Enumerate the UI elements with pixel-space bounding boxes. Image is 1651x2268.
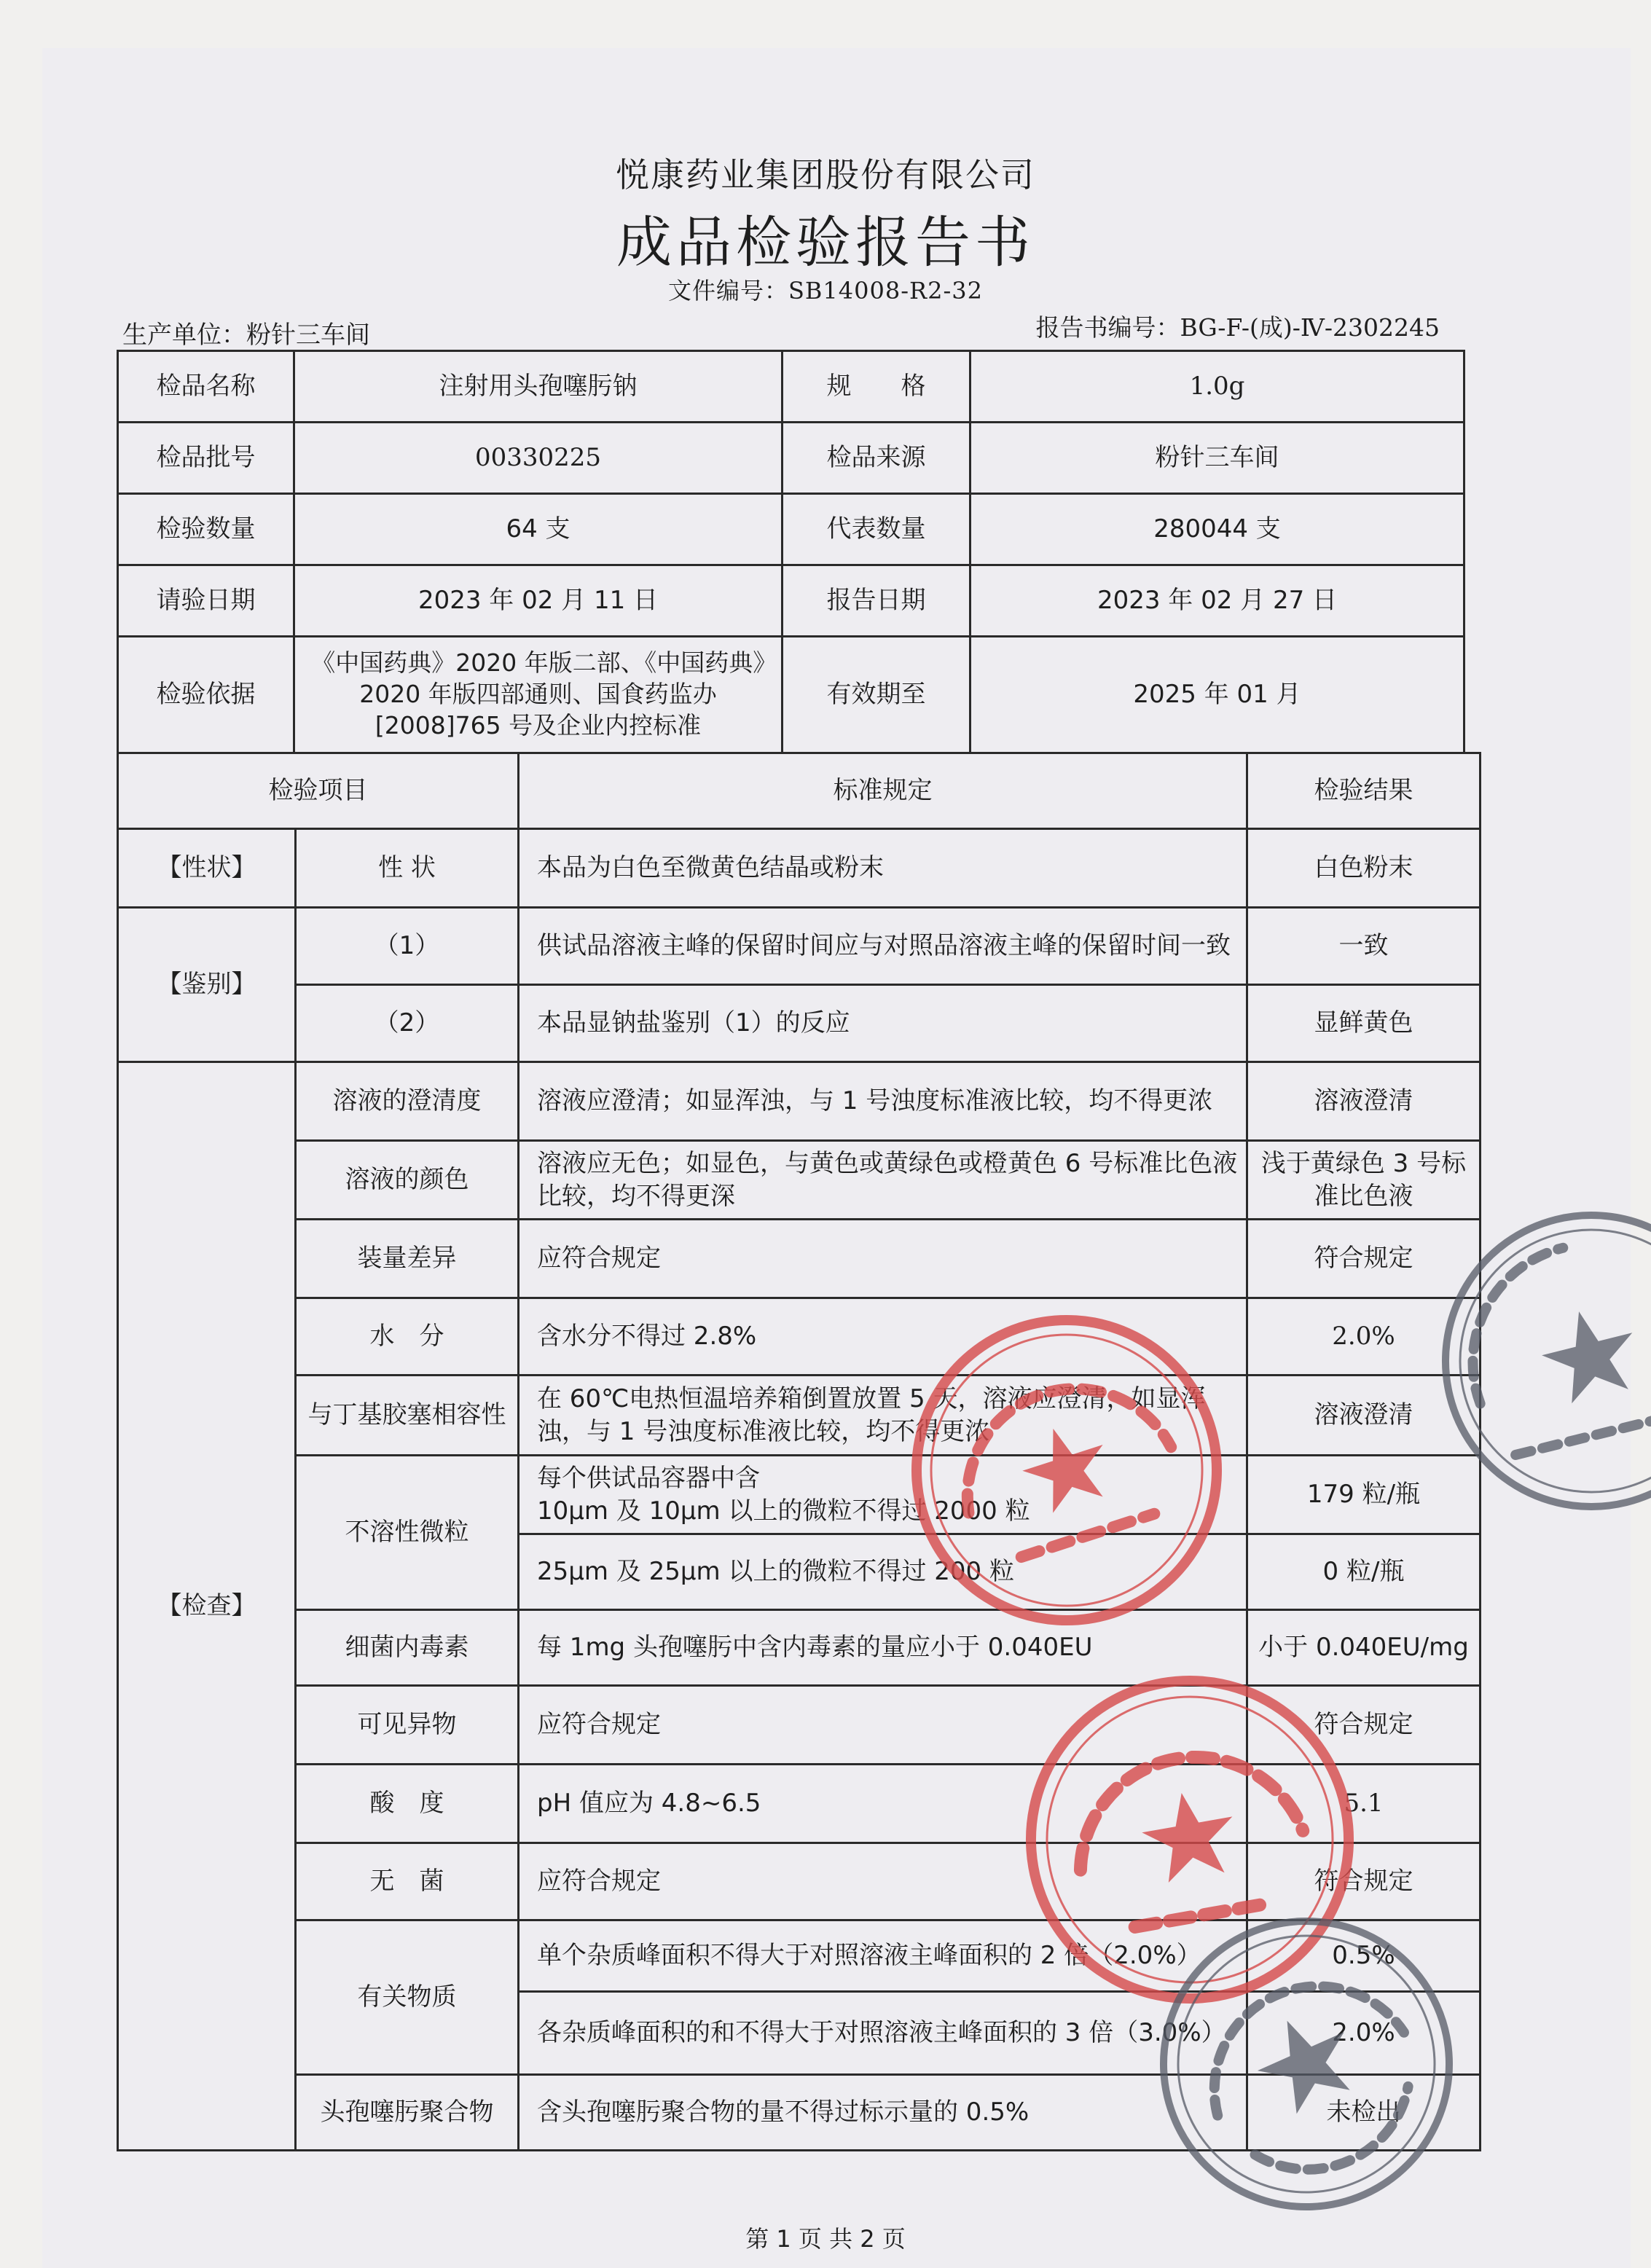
info-value: 注射用头孢噻肟钠	[294, 351, 783, 423]
grey-seal-partial-edge	[1430, 1201, 1651, 1521]
table-row	[118, 1376, 1481, 1456]
test-standard: 溶液应澄清；如显浑浊，与 1 号浊度标准液比较，均不得更浓	[519, 1062, 1247, 1141]
info-table	[117, 350, 1465, 754]
test-result: 符合规定	[1247, 1686, 1481, 1765]
table-row	[118, 1298, 1481, 1376]
info-value: 2025 年 01 月	[970, 637, 1464, 753]
info-row	[118, 423, 1464, 494]
group-label: 【检查】	[118, 1062, 296, 2151]
test-item: 无 菌	[296, 1843, 519, 1920]
test-result: 179 粒/瓶	[1247, 1456, 1481, 1534]
page-number: 第 1 页 共 2 页	[745, 2225, 906, 2253]
test-result: 溶液澄清	[1247, 1062, 1481, 1141]
test-result: 2.0%	[1247, 1992, 1481, 2075]
test-result: 白色粉末	[1247, 829, 1481, 908]
info-value: 2023 年 02 月 27 日	[970, 565, 1464, 637]
test-result: 未检出	[1247, 2075, 1481, 2151]
test-result: 溶液澄清	[1247, 1376, 1481, 1456]
test-item: （2）	[296, 985, 519, 1062]
test-result: 符合规定	[1247, 1220, 1481, 1298]
table-row	[118, 1456, 1481, 1534]
test-item: 溶液的澄清度	[296, 1062, 519, 1141]
test-item: （1）	[296, 908, 519, 985]
test-result: 2.0%	[1247, 1298, 1481, 1376]
test-result: 浅于黄绿色 3 号标准比色液	[1247, 1141, 1481, 1220]
info-value: 粉针三车间	[970, 423, 1464, 494]
test-item: 不溶性微粒	[296, 1456, 519, 1610]
test-item: 有关物质	[296, 1920, 519, 2075]
test-standard: 本品为白色至微黄色结晶或粉末	[519, 829, 1247, 908]
test-item: 可见异物	[296, 1686, 519, 1765]
info-value: 00330225	[294, 423, 783, 494]
info-label: 检品名称	[118, 351, 294, 423]
test-standard: 含头孢噻肟聚合物的量不得过标示量的 0.5%	[519, 2075, 1247, 2151]
info-label: 检验数量	[118, 494, 294, 565]
test-item: 细菌内毒素	[296, 1610, 519, 1686]
group-label: 【鉴别】	[118, 908, 296, 1062]
report-title: 成品检验报告书	[616, 210, 1035, 275]
table-row	[118, 908, 1481, 985]
info-label: 检品来源	[783, 423, 970, 494]
group-label: 【性状】	[118, 829, 296, 908]
test-standard: 溶液应无色；如显色，与黄色或黄绿色或橙黄色 6 号标准比色液比较，均不得更深	[519, 1141, 1247, 1220]
test-standard: 每个供试品容器中含 10μm 及 10μm 以上的微粒不得过 2000 粒	[519, 1456, 1247, 1534]
test-standard: 单个杂质峰面积不得大于对照溶液主峰面积的 2 倍（2.0%）	[519, 1920, 1247, 1992]
header-item: 检验项目	[118, 753, 519, 829]
test-item: 水 分	[296, 1298, 519, 1376]
test-result: 一致	[1247, 908, 1481, 985]
header-result: 检验结果	[1247, 753, 1481, 829]
test-standard: 含水分不得过 2.8%	[519, 1298, 1247, 1376]
test-result: 小于 0.040EU/mg	[1247, 1610, 1481, 1686]
info-label: 检品批号	[118, 423, 294, 494]
info-label: 代表数量	[783, 494, 970, 565]
test-standard: 每 1mg 头孢噻肟中含内毒素的量应小于 0.040EU	[519, 1610, 1247, 1686]
info-row	[118, 351, 1464, 423]
header-standard: 标准规定	[519, 753, 1247, 829]
company-name: 悦康药业集团股份有限公司	[616, 155, 1035, 195]
production-unit: 生产单位：粉针三车间	[122, 321, 370, 350]
test-standard: 应符合规定	[519, 1843, 1247, 1920]
test-result: 5.1	[1247, 1765, 1481, 1843]
test-item: 酸 度	[296, 1765, 519, 1843]
test-item: 头孢噻肟聚合物	[296, 2075, 519, 2151]
info-row	[118, 565, 1464, 637]
grey-seal-company-stamp	[1150, 1907, 1463, 2221]
test-standard: 在 60℃电热恒温培养箱倒置放置 5 天，溶液应澄清，如显浑浊，与 1 号浊度标准液比较，均不得更浓	[519, 1376, 1247, 1456]
test-standard: 25μm 及 25μm 以上的微粒不得过 200 粒	[519, 1534, 1247, 1610]
test-standard: 应符合规定	[519, 1686, 1247, 1765]
test-item: 溶液的颜色	[296, 1141, 519, 1220]
info-value: 1.0g	[970, 351, 1464, 423]
info-row	[118, 637, 1464, 753]
table-header-row	[118, 753, 1481, 829]
info-label: 规 格	[783, 351, 970, 423]
test-result: 0 粒/瓶	[1247, 1534, 1481, 1610]
info-value: 64 支	[294, 494, 783, 565]
info-label: 有效期至	[783, 637, 970, 753]
report-number: 报告书编号：BG-F-(成)-Ⅳ-2302245	[1035, 313, 1440, 342]
info-label: 报告日期	[783, 565, 970, 637]
test-standard: 供试品溶液主峰的保留时间应与对照品溶液主峰的保留时间一致	[519, 908, 1247, 985]
test-standard: 应符合规定	[519, 1220, 1247, 1298]
info-row	[118, 494, 1464, 565]
table-row	[118, 829, 1481, 908]
info-value: 2023 年 02 月 11 日	[294, 565, 783, 637]
test-item: 性 状	[296, 829, 519, 908]
document-number: 文件编号：SB14008-R2-32	[667, 277, 984, 305]
red-seal-quality-stamp	[902, 1306, 1231, 1635]
test-item: 装量差异	[296, 1220, 519, 1298]
test-result: 0.5%	[1247, 1920, 1481, 1992]
info-label: 检验依据	[118, 637, 294, 753]
table-row	[118, 1062, 1481, 1141]
table-row	[118, 985, 1481, 1062]
table-row	[118, 1141, 1481, 1220]
info-label: 请验日期	[118, 565, 294, 637]
test-standard: 本品显钠盐鉴别（1）的反应	[519, 985, 1247, 1062]
table-row	[118, 1220, 1481, 1298]
info-value: 280044 支	[970, 494, 1464, 565]
test-standard: 各杂质峰面积的和不得大于对照溶液主峰面积的 3 倍（3.0%）	[519, 1992, 1247, 2075]
test-standard: pH 值应为 4.8~6.5	[519, 1765, 1247, 1843]
test-result: 符合规定	[1247, 1843, 1481, 1920]
test-item: 与丁基胶塞相容性	[296, 1376, 519, 1456]
info-value: 《中国药典》2020 年版二部、《中国药典》2020 年版四部通则、国食药监办[2008]765 号及企业内控标准	[294, 637, 783, 753]
test-result: 显鲜黄色	[1247, 985, 1481, 1062]
